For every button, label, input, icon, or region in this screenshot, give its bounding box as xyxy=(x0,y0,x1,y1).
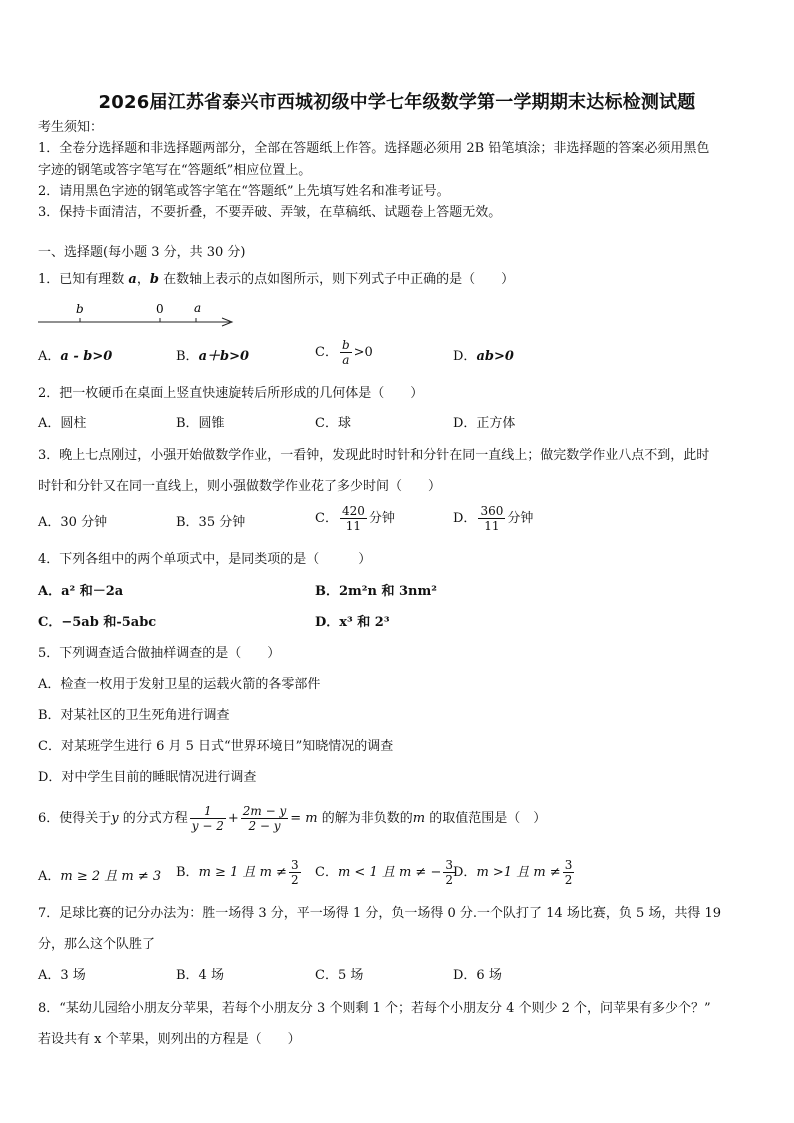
q6-option-b[interactable]: B．m ≥ 1 且 m ≠ $\frac{3}{2}$ xyxy=(176,858,299,887)
q4-option-c[interactable]: C．−5ab 和-5abc xyxy=(38,615,157,630)
label-zero: 0 xyxy=(156,302,164,316)
question-7-line-1: 7．足球比赛的记分办法为：胜一场得 3 分，平一场得 1 分，负一场得 0 分.一个队打了 14 场比赛，负 5 场，共得 19 xyxy=(38,906,722,921)
q2-option-a[interactable]: A．圆柱 xyxy=(38,416,87,431)
page-title: 2026届江苏省泰兴市西城初级中学七年级数学第一学期期末达标检测试题 xyxy=(98,92,696,113)
question-1 xyxy=(38,272,514,288)
q1-var-a: a xyxy=(128,272,137,287)
question-8-line-1: 8．“某幼儿园给小朋友分苹果，若每个小朋友分 3 个则剩 1 个；若每个小朋友分 4 个则少 2 个，问苹果有多少个？” xyxy=(38,1001,711,1016)
q2-option-d[interactable]: D．正方体 xyxy=(453,416,516,431)
q6-d-fraction: $\frac{3}{2}$ xyxy=(564,858,573,887)
q6-fraction-2: $\frac{2m - y}{2 - y}$ xyxy=(242,804,287,833)
label-a: a xyxy=(194,301,202,315)
notice-line-1a: 1．全卷分选择题和非选择题两部分，全部在答题纸上作答。选择题必须用 2B 铅笔填涂；非选择题的答案必须用黑色 xyxy=(38,141,710,156)
question-4: 4．下列各组中的两个单项式中，是同类项的是（ ） xyxy=(38,552,372,567)
q6-option-c[interactable]: C．m < 1 且 m ≠ − $\frac{3}{2}$ xyxy=(315,858,453,887)
q5-option-c[interactable]: C．对某班学生进行 6 月 5 日式“世界环境日”知晓情况的调查 xyxy=(38,739,394,754)
notice-line-2: 2．请用黑色字迹的钢笔或答字笔在“答题纸”上先填写姓名和准考证号。 xyxy=(38,184,450,199)
q2-option-b[interactable]: B．圆锥 xyxy=(176,416,225,431)
q1-rest: 在数轴上表示的点如图所示，则下列式子中正确的是（ ） xyxy=(158,272,515,287)
q1-option-a[interactable]: A．a - b>0 xyxy=(38,349,113,364)
number-line-figure xyxy=(34,296,244,332)
q5-option-b[interactable]: B．对某社区的卫生死角进行调查 xyxy=(38,708,230,723)
q3-option-c[interactable]: C． $\frac{420}{11}$ 分钟 xyxy=(315,504,395,533)
q1-c-fraction: $\frac{b}{a}$ xyxy=(341,338,350,367)
q1-sep: ， xyxy=(136,272,150,287)
q7-option-d[interactable]: D．6 场 xyxy=(453,968,502,983)
q4-option-a[interactable]: A．a² 和－2a xyxy=(38,584,124,599)
question-3-line-2: 时针和分针又在同一直线上，则小强做数学作业花了多少时间（ ） xyxy=(38,479,442,494)
q3-d-fraction: $\frac{360}{11}$ xyxy=(480,504,504,533)
question-5: 5．下列调查适合做抽样调查的是（ ） xyxy=(38,646,281,661)
q4-option-d[interactable]: D．x³ 和 2³ xyxy=(315,615,390,630)
q7-option-b[interactable]: B．4 场 xyxy=(176,968,224,983)
q3-option-b[interactable]: B．35 分钟 xyxy=(176,515,246,530)
q3-option-d[interactable]: D． $\frac{360}{11}$ 分钟 xyxy=(453,504,534,533)
question-7-line-2: 分，那么这个队胜了 xyxy=(38,937,156,952)
q7-option-c[interactable]: C．5 场 xyxy=(315,968,364,983)
question-3-line-1: 3．晚上七点刚过，小强开始做数学作业，一看钟，发现此时时针和分针在同一直线上；做完数学作业八点不到，此时 xyxy=(38,448,710,463)
section-heading: 一、选择题(每小题 3 分，共 30 分) xyxy=(38,245,246,260)
q3-c-fraction: $\frac{420}{11}$ xyxy=(341,504,365,533)
q1-var-b: b xyxy=(149,272,159,287)
q6-c-fraction: $\frac{3}{2}$ xyxy=(445,858,453,887)
q6-fraction-1: $\frac{1}{y - 2}$ xyxy=(191,804,224,833)
q6-option-d[interactable]: D．m >1 且 m ≠ $\frac{3}{2}$ xyxy=(453,858,573,887)
q2-option-c[interactable]: C．球 xyxy=(315,416,351,431)
q1-option-d[interactable]: D．ab>0 xyxy=(453,349,514,364)
label-b: b xyxy=(76,302,84,316)
q1-option-c[interactable]: C． $\frac{b}{a}$ >0 xyxy=(315,338,373,367)
q6-option-a[interactable]: A．m ≥ 2 且 m ≠ 3 xyxy=(38,869,162,884)
q5-option-a[interactable]: A．检查一枚用于发射卫星的运载火箭的各零部件 xyxy=(38,677,321,692)
question-6: 6．使得关于y 的分式方程 $\frac{1}{y - 2}$ + $\frac{2m - y}{2 - y}$ = m 的解为非负数的m 的取值范围是（ ） xyxy=(38,804,547,833)
notice-line-3: 3．保持卡面清洁，不要折叠，不要弄破、弄皱，在草稿纸、试题卷上答题无效。 xyxy=(38,205,502,220)
q4-option-b[interactable]: B．2m²n 和 3nm² xyxy=(315,584,437,599)
q5-option-d[interactable]: D．对中学生目前的睡眠情况进行调查 xyxy=(38,770,257,785)
q6-b-fraction: $\frac{3}{2}$ xyxy=(290,858,299,887)
question-8-line-2: 若设共有 x 个苹果，则列出的方程是（ ） xyxy=(38,1032,301,1047)
notice-line-1b: 字迹的钢笔或答字笔写在“答题纸”相应位置上。 xyxy=(38,163,312,178)
q1-prefix: 1．已知有理数 xyxy=(38,272,129,287)
q7-option-a[interactable]: A．3 场 xyxy=(38,968,86,983)
q3-option-a[interactable]: A．30 分钟 xyxy=(38,515,108,530)
q1-option-b[interactable]: B．a＋b>0 xyxy=(176,349,250,364)
notice-heading: 考生须知： xyxy=(38,120,104,135)
question-2: 2．把一枚硬币在桌面上竖直快速旋转后所形成的几何体是（ ） xyxy=(38,386,424,401)
